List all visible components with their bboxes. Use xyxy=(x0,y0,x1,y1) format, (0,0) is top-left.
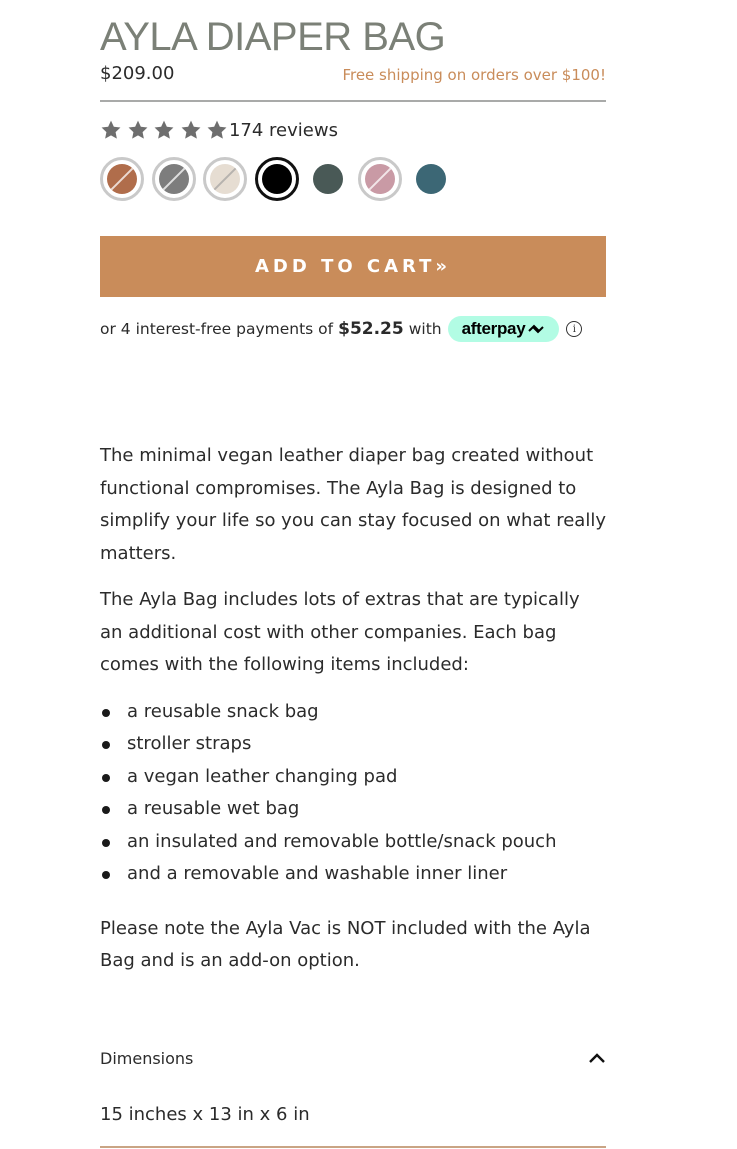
star-icon xyxy=(127,119,149,141)
list-item: a vegan leather changing pad xyxy=(100,761,606,794)
swatch-gray[interactable] xyxy=(152,157,196,201)
list-item: a reusable wet bag xyxy=(100,793,606,826)
swatch-cognac[interactable] xyxy=(100,157,144,201)
afterpay-suffix: with xyxy=(408,320,442,338)
reviews-link[interactable]: 174 reviews xyxy=(228,119,338,141)
star-icon xyxy=(180,119,202,141)
afterpay-prefix: or 4 interest-free payments of xyxy=(100,320,334,338)
info-icon[interactable]: i xyxy=(566,321,582,337)
list-item: stroller straps xyxy=(100,728,606,761)
afterpay-arrows-icon xyxy=(527,322,545,336)
rating-row[interactable] xyxy=(100,117,338,143)
afterpay-message xyxy=(100,316,582,342)
product-title: AYLA DIAPER BAG xyxy=(100,15,446,59)
list-item: a reusable snack bag xyxy=(100,696,606,729)
afterpay-brand: afterpay xyxy=(461,319,526,338)
chevron-up-icon xyxy=(588,1052,606,1064)
product-price: $209.00 xyxy=(100,63,175,84)
description-paragraph: The Ayla Bag includes lots of extras that are typically an additional cost with other companies. Each bag comes with the following items included: xyxy=(100,589,580,675)
list-item: an insulated and removable bottle/snack pouch xyxy=(100,826,606,859)
list-item: and a removable and washable inner liner xyxy=(100,858,606,891)
swatch-black[interactable] xyxy=(255,157,299,201)
divider xyxy=(100,1146,606,1148)
divider xyxy=(100,100,606,102)
installment-amount: $52.25 xyxy=(338,319,404,339)
star-icon xyxy=(153,119,175,141)
afterpay-logo[interactable] xyxy=(448,316,560,342)
dimensions-value: 15 inches x 13 in x 6 in xyxy=(100,1104,310,1125)
star-icon xyxy=(100,119,122,141)
swatch-cream[interactable] xyxy=(203,157,247,201)
swatch-teal[interactable] xyxy=(409,157,453,201)
included-items-list xyxy=(100,696,606,891)
swatch-blush[interactable] xyxy=(358,157,402,201)
dimensions-title: Dimensions xyxy=(100,1048,194,1068)
description-note: Please note the Ayla Vac is NOT included with the Ayla Bag and is an add-on option. xyxy=(100,917,591,971)
star-icon xyxy=(206,119,228,141)
swatch-slate-green[interactable] xyxy=(306,157,350,201)
shipping-note: Free shipping on orders over $100! xyxy=(342,66,606,84)
description-paragraph: The minimal vegan leather diaper bag created without functional compromises. The Ayla Bag is designed to simplify your life so you can stay focused on what really matters. xyxy=(100,445,606,564)
add-to-cart-button[interactable]: ADD TO CART» xyxy=(100,236,606,297)
color-swatches xyxy=(100,157,461,201)
product-description xyxy=(100,440,606,992)
dimensions-accordion-toggle[interactable] xyxy=(100,1043,606,1073)
